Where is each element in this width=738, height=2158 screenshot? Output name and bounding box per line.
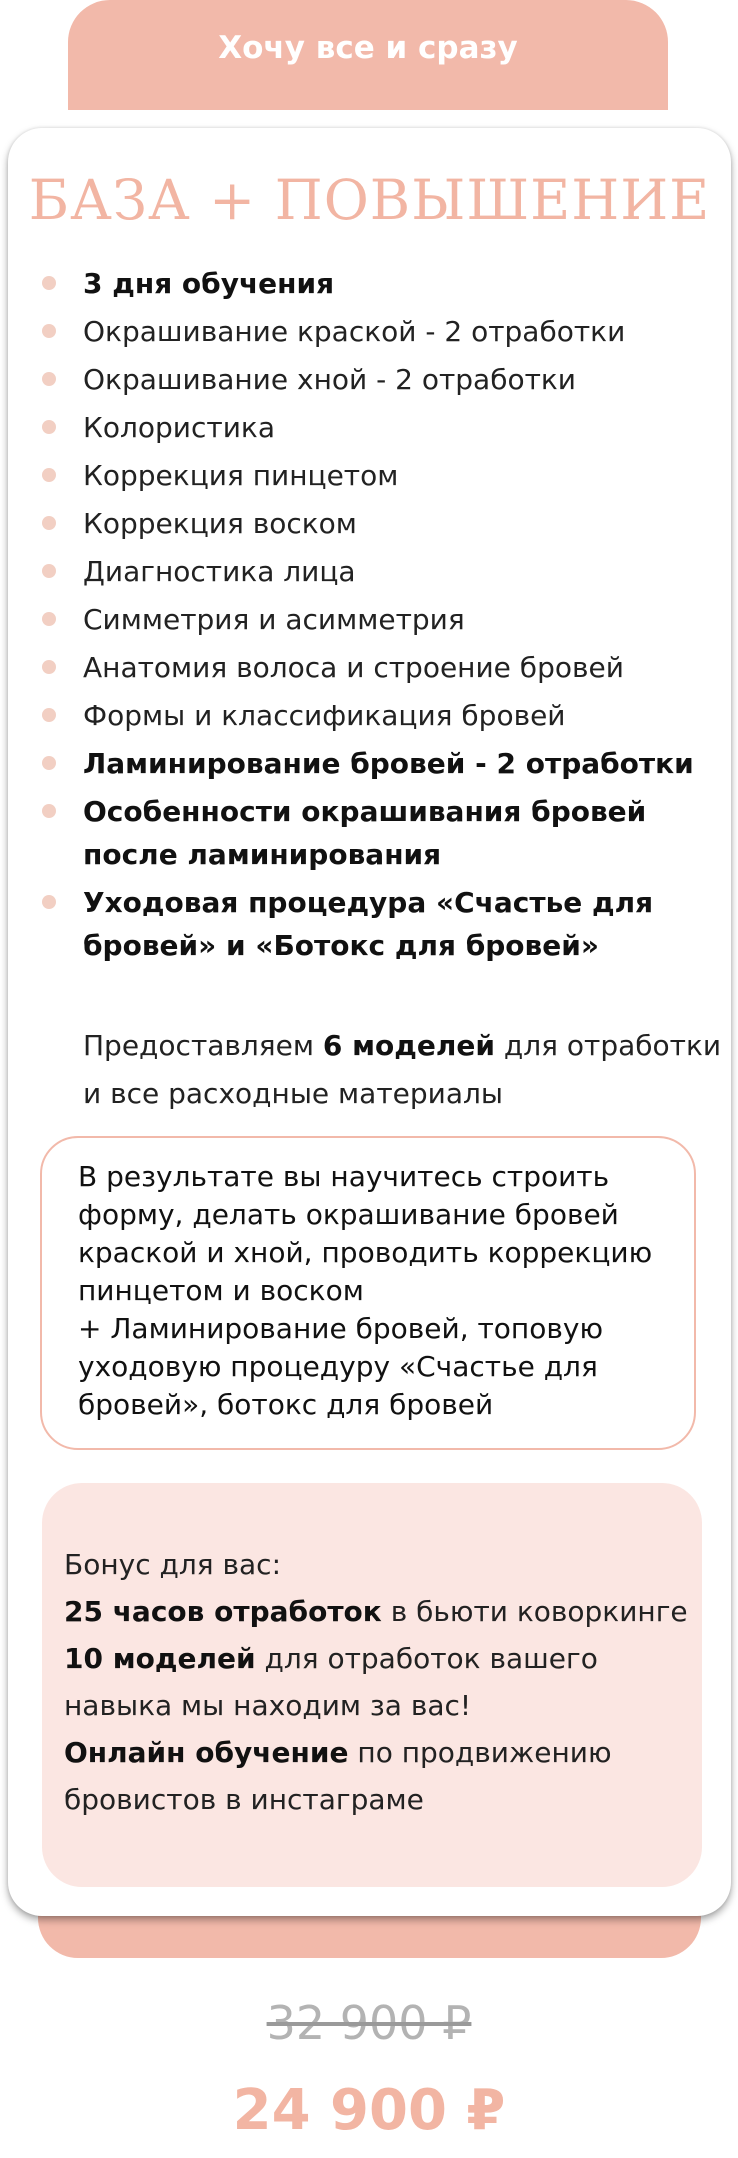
feature-text: Коррекция пинцетом bbox=[83, 459, 399, 492]
feature-item bbox=[42, 881, 722, 967]
bullet-dot-icon bbox=[42, 372, 56, 386]
feature-text: 3 дня обучения bbox=[83, 267, 335, 300]
bonus-item-text: в бьюти коворкинге bbox=[381, 1595, 688, 1628]
bullet-dot-icon bbox=[42, 564, 56, 578]
tariff-tab[interactable] bbox=[68, 0, 668, 110]
bullet-dot-icon bbox=[42, 468, 56, 482]
feature-text: Особенности окрашивания бровей после ламинирования bbox=[83, 795, 647, 871]
bullet-dot-icon bbox=[42, 612, 56, 626]
feature-item bbox=[42, 502, 722, 545]
bonus-item-text: для отработок вашего навыка мы находим за вас! bbox=[64, 1642, 598, 1722]
bullet-dot-icon bbox=[42, 756, 56, 770]
models-count: 6 моделей bbox=[322, 1029, 495, 1062]
tariff-card bbox=[8, 128, 731, 1916]
feature-item bbox=[42, 646, 722, 689]
feature-item bbox=[42, 358, 722, 401]
feature-item bbox=[42, 310, 722, 353]
bonus-item-highlight: 10 моделей bbox=[64, 1642, 256, 1675]
feature-item bbox=[42, 694, 722, 737]
bonus-heading: Бонус для вас: bbox=[64, 1548, 281, 1581]
result-box bbox=[40, 1136, 696, 1450]
feature-item bbox=[42, 742, 722, 785]
result-text-extra: + Ламинирование бровей, топовую уходовую процедуру «Счастье для бровей», ботокс для бровей bbox=[78, 1312, 604, 1421]
bullet-dot-icon bbox=[42, 660, 56, 674]
models-note bbox=[83, 1022, 723, 1118]
feature-list bbox=[42, 262, 722, 972]
feature-text: Анатомия волоса и строение бровей bbox=[83, 651, 624, 684]
bullet-dot-icon bbox=[42, 708, 56, 722]
bonus-item-highlight: 25 часов отработок bbox=[64, 1595, 382, 1628]
feature-item bbox=[42, 454, 722, 497]
feature-item bbox=[42, 550, 722, 593]
old-price: 32 900 ₽ bbox=[266, 1996, 472, 2050]
bonus-item bbox=[64, 1588, 692, 1635]
bullet-dot-icon bbox=[42, 324, 56, 338]
tariff-tab-label: Хочу все и сразу bbox=[218, 30, 518, 66]
bonus-box bbox=[42, 1483, 702, 1887]
feature-text: Формы и классификация бровей bbox=[83, 699, 566, 732]
bullet-dot-icon bbox=[42, 516, 56, 530]
bonus-item bbox=[64, 1729, 692, 1823]
models-note-suffix: для отработки и все расходные материалы bbox=[83, 1029, 722, 1110]
feature-text: Окрашивание краской - 2 отработки bbox=[83, 315, 626, 348]
feature-item bbox=[42, 598, 722, 641]
result-text: В результате вы научитесь строить форму, делать окрашивание бровей краской и хной, проводить коррекцию пинцетом и воском bbox=[78, 1160, 653, 1307]
bonus-item-text: по продвижению бровистов в инстаграме bbox=[64, 1736, 612, 1816]
feature-item bbox=[42, 790, 722, 876]
bullet-dot-icon bbox=[42, 895, 56, 909]
feature-text: Ламинирование бровей - 2 отработки bbox=[83, 747, 694, 780]
new-price: 24 900 ₽ bbox=[232, 2078, 506, 2143]
feature-text: Уходовая процедура «Счастье для бровей» и «Ботокс для бровей» bbox=[83, 886, 654, 962]
feature-text: Окрашивание хной - 2 отработки bbox=[83, 363, 577, 396]
feature-item bbox=[42, 406, 722, 449]
feature-text: Диагностика лица bbox=[83, 555, 356, 588]
bullet-dot-icon bbox=[42, 276, 56, 290]
bonus-item-highlight: Онлайн обучение bbox=[64, 1736, 349, 1769]
feature-text: Колористика bbox=[83, 411, 275, 444]
tariff-title: БАЗА + ПОВЫШЕНИЕ bbox=[28, 168, 711, 232]
feature-text: Коррекция воском bbox=[83, 507, 357, 540]
bullet-dot-icon bbox=[42, 804, 56, 818]
feature-text: Симметрия и асимметрия bbox=[83, 603, 465, 636]
bonus-item bbox=[64, 1635, 692, 1729]
feature-item bbox=[42, 262, 722, 305]
models-note-prefix: Предоставляем bbox=[83, 1029, 323, 1062]
bullet-dot-icon bbox=[42, 420, 56, 434]
